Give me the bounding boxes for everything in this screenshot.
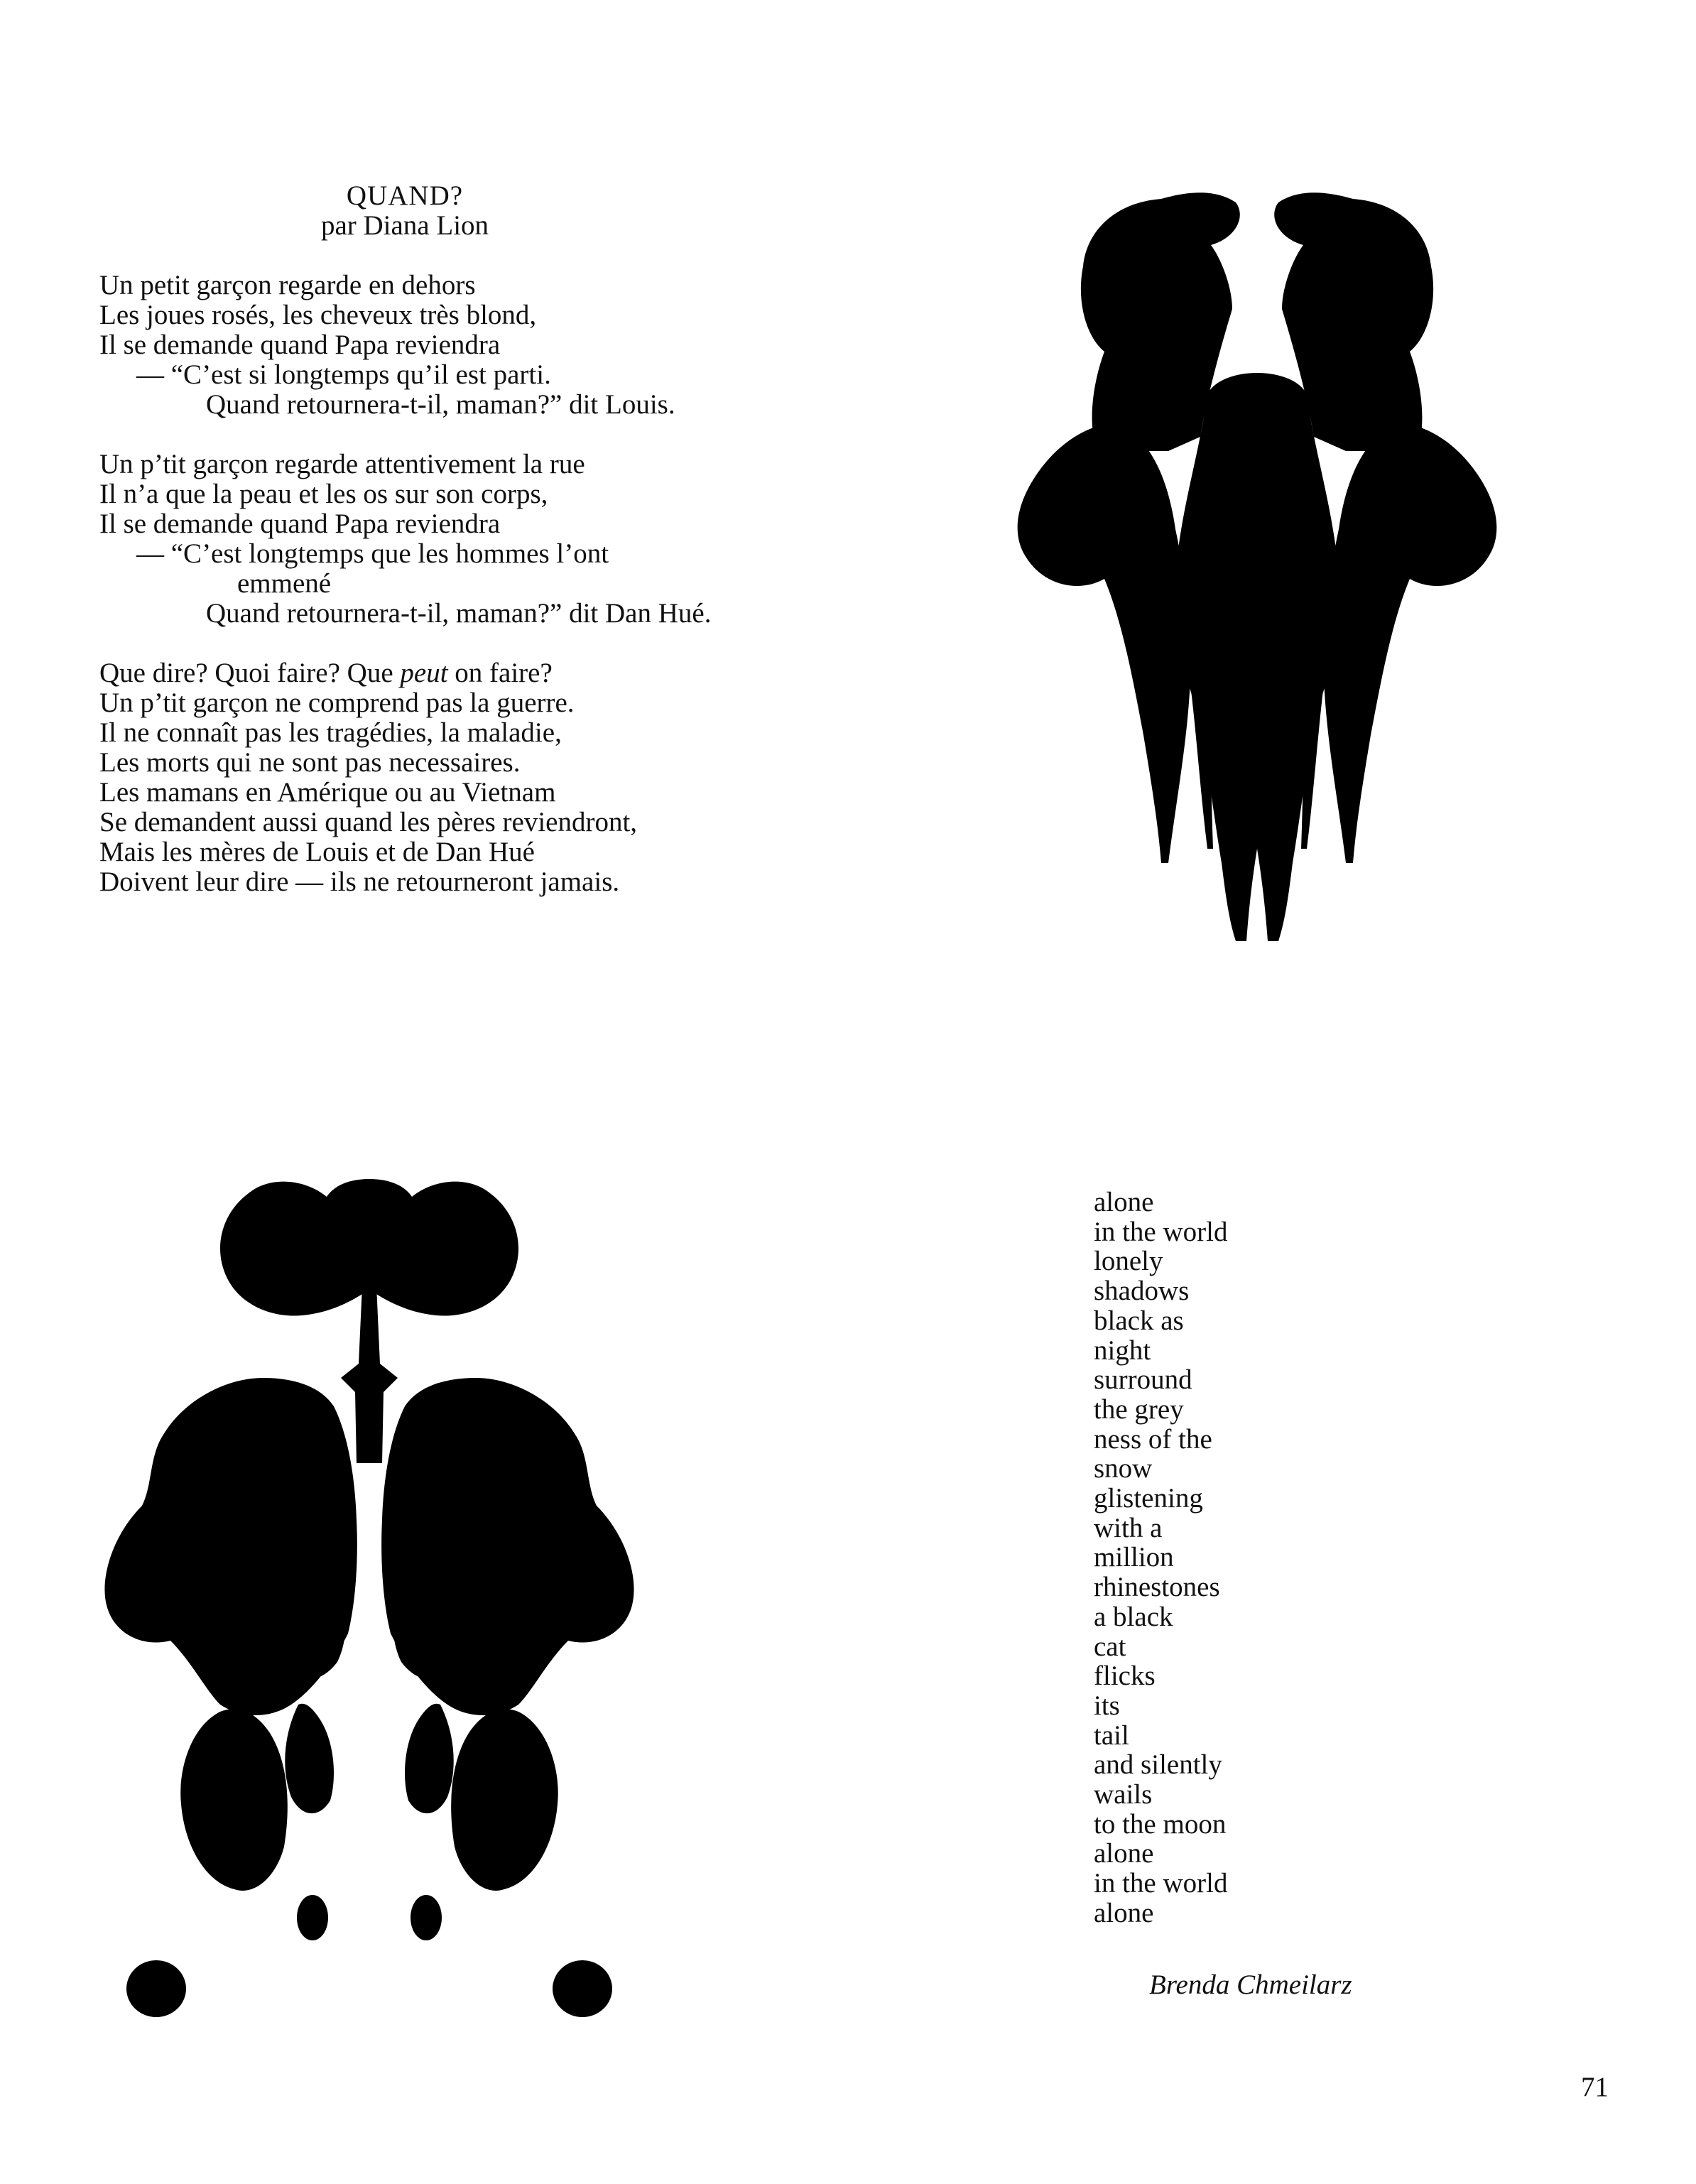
poem-line: emmené	[237, 568, 332, 599]
poem-line: Il se demande quand Papa reviendra	[99, 509, 501, 539]
poem-title: QUAND?	[346, 180, 464, 211]
line-text: on faire?	[447, 658, 553, 688]
poem-line: night	[1094, 1335, 1151, 1366]
poem-line: glistening	[1094, 1483, 1203, 1514]
poem-line: lonely	[1094, 1246, 1163, 1277]
inkblot-top-image	[1009, 181, 1506, 948]
poem-line: Se demandent aussi quand les pères reviendront,	[99, 807, 638, 837]
inkblot-shape	[180, 1709, 288, 1891]
poem-line: alone	[1094, 1838, 1154, 1869]
poem-line: ness of the	[1094, 1423, 1212, 1455]
inkblot-shape	[285, 1704, 334, 1813]
poem-line: surround	[1094, 1364, 1192, 1396]
poem-line: Il se demande quand Papa reviendra	[99, 330, 501, 360]
poem-line: a black	[1094, 1601, 1173, 1632]
inkblot-bottom-image	[99, 1165, 639, 2038]
poem-line: Il ne connaît pas les tragédies, la maladie,	[99, 717, 562, 748]
poem-line: shadows	[1094, 1276, 1190, 1307]
page-number: 71	[1581, 2072, 1609, 2102]
poem-line: its	[1094, 1690, 1120, 1721]
poem-line: flicks	[1094, 1661, 1156, 1692]
poem-line: — “C’est si longtemps qu’il est parti.	[136, 359, 551, 390]
poem-line: Un petit garçon regarde en dehors	[99, 270, 476, 300]
emphasized-word: peut	[400, 658, 448, 688]
inkblot-shape	[1324, 423, 1497, 863]
poem-alone	[1094, 1188, 1463, 1928]
poem-line: million	[1094, 1542, 1174, 1573]
poem-line: tail	[1094, 1720, 1129, 1751]
line-text: Que dire? Quoi faire? Que	[99, 658, 401, 688]
poem-line: the grey	[1094, 1393, 1184, 1425]
poem-line: in the world	[1094, 1868, 1228, 1899]
poem-line: alone	[1094, 1187, 1154, 1217]
poem-line: Doivent leur dire — ils ne retourneront jamais.	[99, 866, 620, 897]
stanza-2	[99, 450, 810, 629]
inkblot-shape	[411, 1895, 442, 1940]
poem-line: in the world	[1094, 1216, 1228, 1247]
poem-line: Quand retournera-t-il, maman?” dit Dan Hué.	[206, 598, 712, 629]
inkblot-shape	[553, 1960, 612, 2017]
poem-line	[99, 658, 810, 688]
poem-signature: Brenda Chmeilarz	[1149, 1970, 1352, 2000]
inkblot-shape	[405, 1704, 454, 1813]
poem-line: Les morts qui ne sont pas necessaires.	[99, 747, 521, 778]
stanza-3	[99, 658, 810, 897]
inkblot-shape	[451, 1709, 558, 1891]
poem-quand	[99, 181, 810, 927]
poem-line: Un p’tit garçon regarde attentivement la rue	[99, 449, 585, 479]
poem-line: snow	[1094, 1453, 1153, 1484]
poem-line: and silently	[1094, 1749, 1222, 1781]
poem-line: Un p’tit garçon ne comprend pas la guerre.	[99, 688, 575, 718]
poem-line: rhinestones	[1094, 1572, 1220, 1603]
poem-line: Mais les mères de Louis et de Dan Hué	[99, 837, 535, 867]
poem-line: Les mamans en Amérique ou au Vietnam	[99, 777, 556, 808]
poem-line: Quand retournera-t-il, maman?” dit Louis.	[206, 389, 675, 420]
poem-line: to the moon	[1094, 1808, 1227, 1840]
poem-line: — “C’est longtemps que les hommes l’ont	[136, 538, 609, 569]
inkblot-shape	[341, 1286, 398, 1463]
inkblot-shape	[1175, 373, 1339, 941]
stanza-1	[99, 271, 810, 420]
inkblot-shape	[297, 1895, 328, 1940]
poem-line: with a	[1094, 1512, 1163, 1543]
poem-line: Il n’a que la peau et les os sur son corps,	[99, 479, 548, 509]
inkblot-shape	[1018, 423, 1191, 863]
poem-author: par Diana Lion	[320, 210, 489, 241]
poem-line: wails	[1094, 1779, 1153, 1810]
poem-line: black as	[1094, 1305, 1184, 1336]
inkblot-shape	[126, 1960, 186, 2017]
poem-line: Les joues rosés, les cheveux très blond,	[99, 300, 537, 330]
poem-line: alone	[1094, 1897, 1154, 1928]
poem-line: cat	[1094, 1631, 1126, 1662]
